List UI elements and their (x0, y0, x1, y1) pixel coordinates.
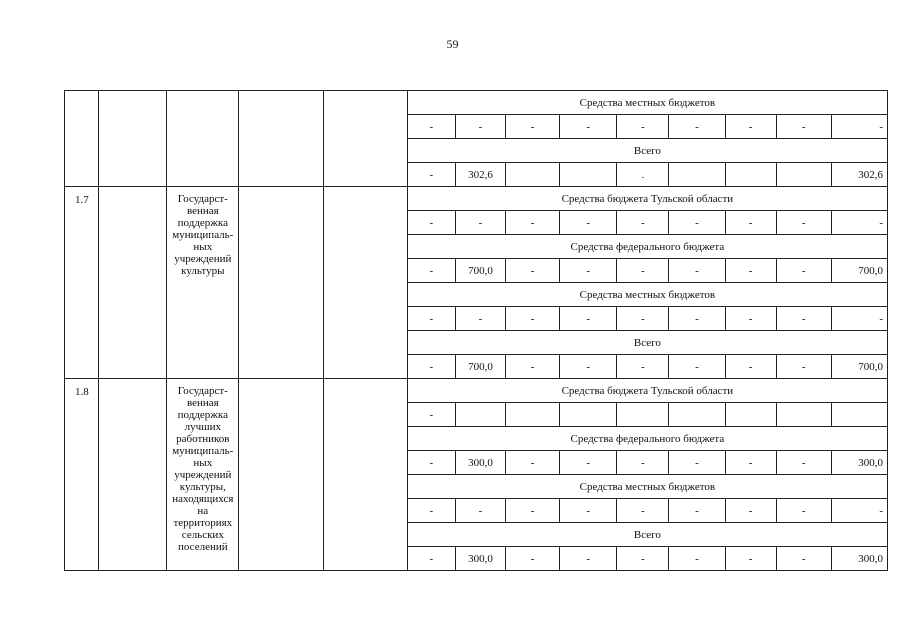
value-cell: - (725, 451, 776, 475)
value-cell: - (560, 211, 617, 235)
value-cell: . (617, 163, 669, 187)
value-cell (725, 163, 776, 187)
funding-source-header: Средства местных бюджетов (407, 475, 887, 499)
value-cell: - (617, 115, 669, 139)
value-cell: - (617, 499, 669, 523)
empty-cell (99, 91, 167, 187)
value-cell: - (725, 499, 776, 523)
value-cell: - (560, 547, 617, 571)
value-cell: - (617, 547, 669, 571)
value-cell: - (725, 211, 776, 235)
funding-source-header: Средства бюджета Тульской области (407, 187, 887, 211)
value-cell: - (407, 259, 455, 283)
empty-cell (323, 91, 407, 187)
value-cell: - (776, 499, 831, 523)
total-value-cell: - (831, 499, 887, 523)
value-cell: 302,6 (455, 163, 505, 187)
value-cell: 700,0 (455, 259, 505, 283)
empty-cell (323, 187, 407, 379)
funding-source-header: Средства федерального бюджета (407, 427, 887, 451)
value-cell: - (776, 211, 831, 235)
funding-source-header: Всего (407, 331, 887, 355)
value-cell: - (506, 259, 560, 283)
value-cell: - (725, 115, 776, 139)
value-cell: - (455, 499, 505, 523)
empty-cell (239, 91, 323, 187)
page-number: 59 (446, 37, 459, 51)
total-value-cell: - (831, 211, 887, 235)
value-cell: - (669, 211, 725, 235)
section-header-row (65, 187, 888, 211)
empty-cell (99, 379, 167, 571)
funding-source-header: Средства местных бюджетов (407, 91, 887, 115)
value-cell: - (669, 115, 725, 139)
value-cell: 700,0 (455, 355, 505, 379)
value-cell (560, 163, 617, 187)
row-number-cell: 1.7 (65, 187, 99, 379)
measure-name-cell: Государст- венная поддержка муниципаль- ных учреждений культуры (167, 187, 239, 379)
value-cell: - (506, 499, 560, 523)
value-cell: 300,0 (455, 547, 505, 571)
value-cell: - (669, 355, 725, 379)
section-header-row (65, 379, 888, 403)
value-cell: - (617, 211, 669, 235)
value-cell: - (617, 307, 669, 331)
value-cell: - (617, 259, 669, 283)
value-cell: - (776, 451, 831, 475)
value-cell: - (725, 547, 776, 571)
value-cell: - (407, 499, 455, 523)
value-cell: - (725, 355, 776, 379)
value-cell: - (506, 547, 560, 571)
budget-table (64, 90, 888, 571)
empty-cell (239, 379, 323, 571)
value-cell: - (560, 355, 617, 379)
value-cell: - (776, 355, 831, 379)
value-cell: - (776, 115, 831, 139)
value-cell: - (407, 355, 455, 379)
value-cell: - (669, 451, 725, 475)
value-cell: - (506, 451, 560, 475)
value-cell: - (407, 163, 455, 187)
empty-cell (323, 379, 407, 571)
measure-name-cell (167, 91, 239, 187)
value-cell: - (407, 451, 455, 475)
value-cell: - (617, 451, 669, 475)
value-cell: - (506, 307, 560, 331)
value-cell: - (560, 115, 617, 139)
total-value-cell: - (831, 115, 887, 139)
value-cell: - (560, 451, 617, 475)
value-cell: - (407, 403, 455, 427)
value-cell: 300,0 (455, 451, 505, 475)
value-cell: - (669, 499, 725, 523)
value-cell: - (725, 259, 776, 283)
total-value-cell: 700,0 (831, 259, 887, 283)
value-cell: - (407, 211, 455, 235)
value-cell (725, 403, 776, 427)
row-number-cell: 1.8 (65, 379, 99, 571)
value-cell: - (407, 307, 455, 331)
value-cell: - (407, 547, 455, 571)
total-value-cell: 700,0 (831, 355, 887, 379)
value-cell (776, 403, 831, 427)
empty-cell (99, 187, 167, 379)
funding-source-header: Средства местных бюджетов (407, 283, 887, 307)
value-cell: - (617, 355, 669, 379)
funding-source-header: Всего (407, 523, 887, 547)
value-cell: - (776, 547, 831, 571)
funding-source-header: Средства федерального бюджета (407, 235, 887, 259)
funding-source-header: Средства бюджета Тульской области (407, 379, 887, 403)
value-cell (669, 403, 725, 427)
value-cell (506, 403, 560, 427)
value-cell: - (506, 355, 560, 379)
row-number-cell (65, 91, 99, 187)
value-cell: - (407, 115, 455, 139)
value-cell (776, 163, 831, 187)
value-cell: - (506, 115, 560, 139)
value-cell: - (669, 307, 725, 331)
value-cell: - (455, 307, 505, 331)
value-cell (617, 403, 669, 427)
value-cell (560, 403, 617, 427)
value-cell: - (560, 499, 617, 523)
empty-cell (239, 187, 323, 379)
total-value-cell (831, 403, 887, 427)
value-cell (455, 403, 505, 427)
section-header-row (65, 91, 888, 115)
total-value-cell: 300,0 (831, 451, 887, 475)
value-cell: - (669, 547, 725, 571)
value-cell: - (455, 115, 505, 139)
value-cell: - (725, 307, 776, 331)
value-cell: - (776, 307, 831, 331)
funding-source-header: Всего (407, 139, 887, 163)
value-cell: - (776, 259, 831, 283)
value-cell (669, 163, 725, 187)
total-value-cell: 300,0 (831, 547, 887, 571)
measure-name-cell: Государст- венная поддержка лучших работников муниципаль- ных учреждений культуры, находящихся на территориях сельских поселений (167, 379, 239, 571)
value-cell: - (669, 259, 725, 283)
value-cell: - (506, 211, 560, 235)
value-cell: - (560, 259, 617, 283)
value-cell (506, 163, 560, 187)
total-value-cell: - (831, 307, 887, 331)
value-cell: - (560, 307, 617, 331)
total-value-cell: 302,6 (831, 163, 887, 187)
value-cell: - (455, 211, 505, 235)
